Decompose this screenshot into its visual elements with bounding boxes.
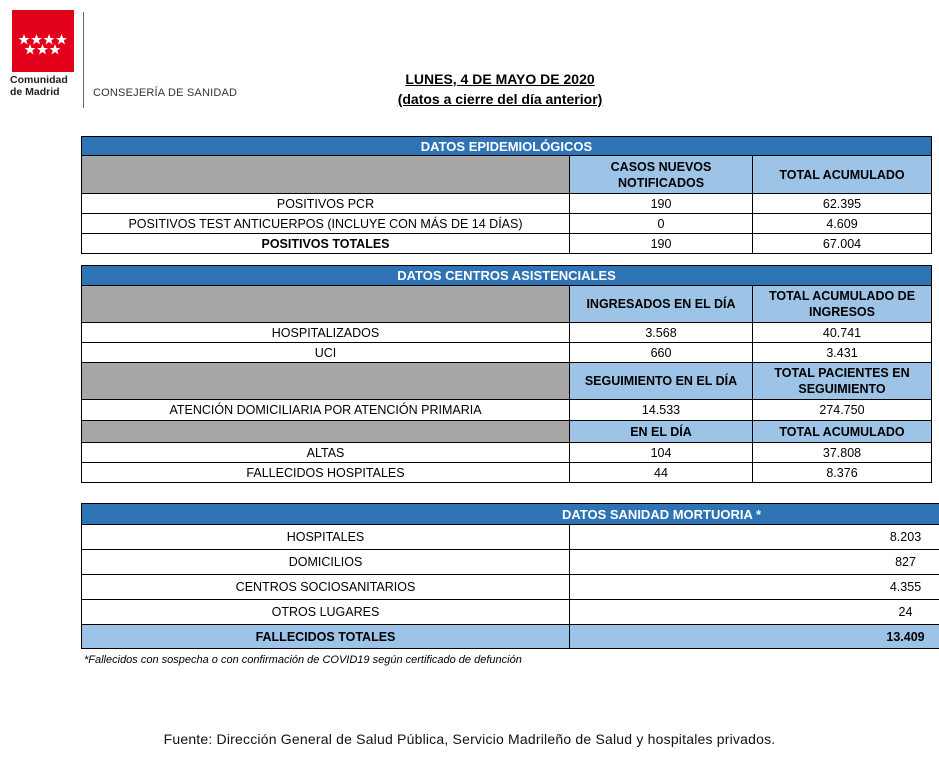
- epidemiological-table: [81, 136, 932, 254]
- report-subtitle: (datos a cierre del día anterior): [397, 91, 603, 107]
- table-row: [82, 400, 932, 421]
- comunidad-madrid-logo: [12, 10, 74, 72]
- row-label: HOSPITALES: [82, 525, 570, 550]
- total-deaths-label: FALLECIDOS TOTALES: [82, 625, 570, 649]
- care-subheader-blank: [82, 363, 570, 400]
- row-total: 37.808: [753, 443, 932, 463]
- table-row: [82, 323, 932, 343]
- row-total: 4.609: [753, 214, 932, 234]
- row-day: 104: [570, 443, 753, 463]
- epi-col-total: TOTAL ACUMULADO: [753, 156, 932, 194]
- care-subheader-blank: [82, 421, 570, 443]
- care-header-blank: [82, 286, 570, 323]
- row-label: OTROS LUGARES: [82, 600, 570, 625]
- mortuary-section-header: DATOS SANIDAD MORTUORIA *: [82, 504, 939, 525]
- row-label: ALTAS: [82, 443, 570, 463]
- row-label: UCI: [82, 343, 570, 363]
- header-divider: [83, 12, 84, 108]
- care-col-total-followup: TOTAL PACIENTES EN SEGUIMIENTO: [753, 363, 932, 400]
- stars-icon: [12, 10, 74, 72]
- row-label: POSITIVOS TEST ANTICUERPOS (INCLUYE CON MÁS DE 14 DÍAS): [82, 214, 570, 234]
- row-new: 190: [570, 234, 753, 254]
- table-row: [82, 575, 939, 600]
- row-label: ATENCIÓN DOMICILIARIA POR ATENCIÓN PRIMARIA: [82, 400, 570, 421]
- table-row: [82, 194, 932, 214]
- row-new: 190: [570, 194, 753, 214]
- table-row: [82, 525, 939, 550]
- row-label: DOMICILIOS: [82, 550, 570, 575]
- row-value: 24: [570, 600, 939, 625]
- epi-col-new-cases: CASOS NUEVOS NOTIFICADOS: [570, 156, 753, 194]
- row-label: HOSPITALIZADOS: [82, 323, 570, 343]
- care-col-total-admissions: TOTAL ACUMULADO DE INGRESOS: [753, 286, 932, 323]
- care-centers-table: [81, 265, 932, 483]
- table-row: [82, 550, 939, 575]
- row-value: 8.203: [570, 525, 939, 550]
- row-total: 274.750: [753, 400, 932, 421]
- row-day: 660: [570, 343, 753, 363]
- row-total: 62.395: [753, 194, 932, 214]
- row-label: POSITIVOS PCR: [82, 194, 570, 214]
- row-total: 8.376: [753, 463, 932, 483]
- table-row: [82, 234, 932, 254]
- mortuary-table: [81, 503, 939, 649]
- row-total: 40.741: [753, 323, 932, 343]
- care-col-total-accumulated: TOTAL ACUMULADO: [753, 421, 932, 443]
- row-day: 44: [570, 463, 753, 483]
- row-label: CENTROS SOCIOSANITARIOS: [82, 575, 570, 600]
- care-col-followup-today: SEGUIMIENTO EN EL DÍA: [570, 363, 753, 400]
- org-name-line2: de Madrid: [10, 86, 60, 98]
- table-row: [82, 343, 932, 363]
- row-day: 14.533: [570, 400, 753, 421]
- org-name: [10, 74, 68, 98]
- department-name: CONSEJERÍA DE SANIDAD: [93, 87, 238, 99]
- table-row: [82, 625, 939, 649]
- row-day: 3.568: [570, 323, 753, 343]
- care-centers-section-header: DATOS CENTROS ASISTENCIALES: [82, 266, 932, 286]
- epidemiological-section-header: DATOS EPIDEMIOLÓGICOS: [82, 137, 932, 156]
- table-row: [82, 600, 939, 625]
- org-name-line1: Comunidad: [10, 74, 68, 86]
- row-label: FALLECIDOS HOSPITALES: [82, 463, 570, 483]
- table-row: [82, 443, 932, 463]
- row-label: POSITIVOS TOTALES: [82, 234, 570, 254]
- row-total: 67.004: [753, 234, 932, 254]
- source-note: Fuente: Dirección General de Salud Pública, Servicio Madrileño de Salud y hospitales privados.: [163, 731, 776, 747]
- row-new: 0: [570, 214, 753, 234]
- table-row: [82, 463, 932, 483]
- row-total: 3.431: [753, 343, 932, 363]
- care-col-on-day: EN EL DÍA: [570, 421, 753, 443]
- row-value: 827: [570, 550, 939, 575]
- row-value: 4.355: [570, 575, 939, 600]
- epi-header-blank: [82, 156, 570, 194]
- table-row: [82, 214, 932, 234]
- report-date-title: LUNES, 4 DE MAYO DE 2020: [405, 71, 595, 87]
- footnote: *Fallecidos con sospecha o con confirmación de COVID19 según certificado de defunción: [84, 654, 522, 666]
- total-deaths-value: 13.409: [570, 625, 939, 649]
- care-col-admitted-today: INGRESADOS EN EL DÍA: [570, 286, 753, 323]
